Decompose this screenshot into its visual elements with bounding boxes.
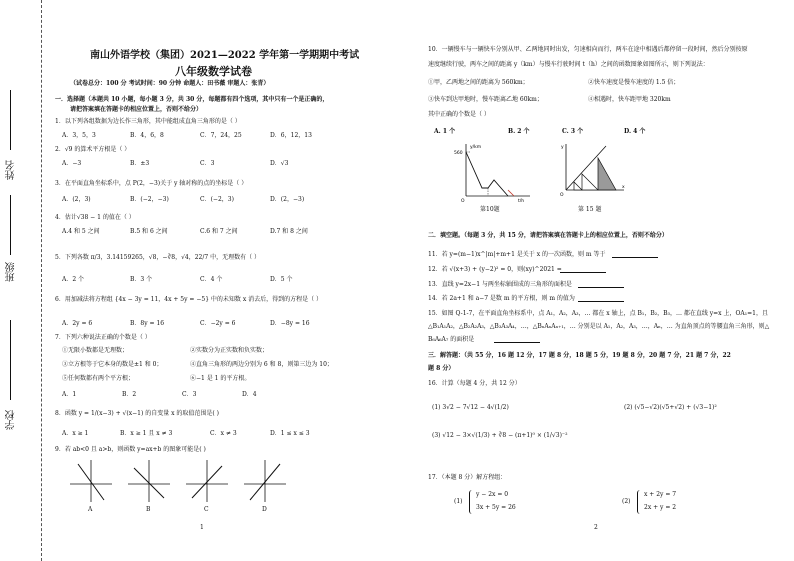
q10-option-b: B. 2 个 (508, 128, 530, 135)
q6-option-b: B．8y = 16 (130, 320, 165, 327)
q10-figure-560: 560 (454, 151, 463, 156)
q6-option-c: C．−2y = 6 (200, 320, 236, 327)
q10-item-3: ③快车到达甲地时，慢车距离乙地 60km； (428, 96, 543, 103)
q3-stem: 3．在平面直角坐标系中，点 P(2，−3)关于 y 轴对称的点的坐标是（ ） (55, 180, 248, 187)
q4-option-d: D.7 和 8 之间 (270, 228, 308, 235)
q3-option-c: C．(−2，3) (200, 196, 234, 203)
q17-part-1-eq2: 3x + 5y = 26 (476, 504, 516, 511)
q8-option-b: B．x ≥ 1 且 x ≠ 3 (120, 430, 173, 437)
q3-option-b: B．(−2，−3) (130, 196, 169, 203)
q9-stem: 9．若 ab<0 且 a>b，则函数 y=ax+b 的图象可能是( ) (55, 446, 206, 453)
q10-figure (454, 140, 534, 202)
q15-figure-x: x (622, 185, 625, 190)
q10-figure-ylabel: y/km (470, 145, 482, 150)
q7-item-3: ③立方根等于它本身的数是±1 和 0； (62, 361, 163, 368)
q9-label-d: D (262, 506, 267, 513)
margin-school-label: 学校 (6, 410, 17, 430)
exam-info: （试卷总分：100 分 考试时间：90 分钟 命题人：田书薇 审题人：张青） (70, 80, 270, 87)
q1-stem: 1．以下列各组数据为边长作三角形，其中能组成直角三角形的是（ ） (55, 118, 241, 125)
q9-label-c: C (204, 506, 209, 513)
q2-option-c: C．3 (200, 160, 215, 167)
q15-line-1: 15．如图 Q-1-7，在平面直角坐标系中，点 A₁，A₂，A₃，… 都在 x 轴上，点 B₁，B₂，B₃，… 都在直线 y=x 上，OA₁=1，且 (428, 310, 768, 317)
q1-option-c: C．7，24，25 (200, 132, 242, 139)
q11-answer-blank[interactable] (612, 257, 658, 258)
q10-line-1: 10．一辆慢车与一辆快车分别从甲、乙两地同时出发，匀速相向而行，两车在途中相遇后都停留一段时间，然后分别按原 (428, 46, 748, 53)
q15-answer-blank[interactable] (494, 342, 540, 343)
q17-part-2-eq2: 2x + y = 2 (644, 504, 677, 511)
exam-title: 南山外语学校（集团）2021—2022 学年第一学期期中考试 (90, 50, 360, 61)
q7-option-b: B．2 (122, 391, 137, 398)
q1-option-d: D．6，12，13 (270, 132, 312, 139)
q8-stem: 8．函数 y = 1/(x−3) + √(x−1) 的自变量 x 的取值范围是( ) (55, 410, 219, 417)
section3-title-2: 题 8 分） (428, 365, 455, 372)
q7-stem: 7．下列六种说法正确的个数是（ ） (55, 334, 151, 341)
q5-option-c: C．4 个 (200, 276, 223, 283)
q13-answer-blank[interactable] (578, 287, 624, 288)
q12-answer-blank[interactable] (560, 272, 606, 273)
q1-option-b: B．4，6，8 (130, 132, 164, 139)
q17-part-2-label: (2) (622, 498, 631, 505)
exam-subtitle: 八年级数学试卷 (175, 65, 252, 78)
q14-text: 14．若 2a+1 和 a−7 是数 m 的平方根，则 m 的值为 (428, 295, 575, 302)
q5-option-a: A．2 个 (62, 276, 85, 283)
q10-item-4: ④相遇时，快车距甲地 320km (588, 96, 671, 103)
margin-school-blank (10, 320, 11, 400)
q15-line-2: △B₁A₁A₂，△B₂A₂A₃，△B₃A₃A₄，…，△BₙAₙAₙ₊₁，… 分别是以 A₁，A₂，A₃，…，Aₙ，… 为直角顶点的等腰直角三角形，则△ (428, 323, 770, 330)
q4-option-c: C.6 和 7 之间 (200, 228, 238, 235)
q6-option-a: A．2y = 6 (62, 320, 93, 327)
q3-option-d: D．(2，−3) (270, 196, 305, 203)
q6-stem: 6．用加减法将方程组 {4x − 3y = 11，4x + 5y = −5} 中的未知数 x 消去后，得到的方程是（ ） (55, 296, 323, 303)
q17-part-1-eq1: y − 2x = 0 (476, 491, 509, 498)
q7-item-6: ⑥−1 是 1 的平方根。 (190, 375, 251, 382)
margin-name-label: 姓名 (6, 160, 17, 180)
q10-item-1: ①甲，乙两地之间的距离为 560km； (428, 79, 529, 86)
q15-figure (558, 140, 628, 202)
q7-option-c: C．3 (182, 391, 197, 398)
q4-option-b: B.5 和 6 之间 (130, 228, 168, 235)
q8-option-c: C．x ≠ 3 (210, 430, 237, 437)
q15-line-3: B₆A₆A₇ 的面积是 (428, 336, 475, 343)
q2-stem: 2．√9 的算术平方根是（ ） (55, 146, 131, 153)
q17-stem: 17．（本题 8 分）解方程组： (428, 474, 507, 481)
q4-stem: 4．估计√38 − 1 的值在（ ） (55, 214, 135, 221)
q9-label-b: B (146, 506, 151, 513)
q7-item-5: ⑤任何数都有两个平方根； (62, 375, 135, 382)
q17-part-2-brace (637, 490, 642, 514)
q10-figure-caption: 第10题 (480, 206, 500, 213)
section1-note: 请把答案填在答题卡的相应位置上，否则不给分） (70, 106, 203, 113)
q7-item-1: ①无限小数都是无理数； (62, 347, 129, 354)
q16-part-1: (1) 3√2 − 7√12 − 4√(1/2) (432, 404, 509, 411)
q16-part-2: (2) (√5−√2)(√5+√2) + (√3−1)² (624, 404, 717, 411)
q13-text: 13．直线 y=2x−1 与两坐标轴围成的三角形的面积是 (428, 281, 572, 288)
q10-figure-origin: O (461, 199, 465, 202)
q15-figure-caption: 第 15 题 (578, 206, 602, 213)
q10-option-c: C. 3 个 (562, 128, 584, 135)
q17-part-1-brace (469, 490, 474, 514)
q10-line-2: 速度继续行驶，两车之间的距离 y（km）与慢车行驶时间 t（h）之间的函数图象如图所示，则下列说法： (428, 61, 709, 68)
q15-figure-origin: O (560, 193, 564, 198)
binding-line (41, 0, 42, 561)
q16-part-3: (3) √12 − 3×√(1/3) + ∛8 − (π+1)⁰ × (1/√3)⁻² (432, 432, 568, 439)
q17-part-2-eq1: x + 2y = 7 (644, 491, 677, 498)
section3-title: 三．解答题：（共 55 分，16 题 12 分，17 题 8 分，18 题 5 分，19 题 8 分，20 题 7 分，21 题 7 分，22 (428, 352, 731, 359)
q10-figure-tlabel: t/h (518, 199, 525, 202)
q8-option-d: D．1 ≤ x ≤ 3 (270, 430, 310, 437)
q5-option-b: B．3 个 (130, 276, 153, 283)
section2-title: 二．填空题。（每题 3 分，共 15 分，请把答案填在答题卡上的相应位置上，否则不给分） (428, 232, 668, 239)
q16-stem: 16．计算（每题 4 分，共 12 分） (428, 380, 521, 387)
page-number-left: 1 (200, 524, 204, 531)
q2-option-b: B．±3 (130, 160, 150, 167)
margin-name-blank (10, 90, 11, 150)
q3-option-a: A．(2，3) (62, 196, 91, 203)
q1-option-a: A．3，5，3 (62, 132, 96, 139)
q8-option-a: A．x ≥ 1 (62, 430, 89, 437)
q7-item-2: ②实数分为正实数和负实数； (190, 347, 269, 354)
q9-label-a: A (88, 506, 93, 513)
q7-option-a: A．1 (62, 391, 77, 398)
q14-answer-blank[interactable] (578, 301, 624, 302)
q5-option-d: D．5 个 (270, 276, 293, 283)
q2-option-d: D．√3 (270, 160, 289, 167)
q7-item-4: ④直角三角形的两边分别为 6 和 8，则第三边为 10； (190, 361, 333, 368)
q2-option-a: A．−3 (62, 160, 82, 167)
q10-item-2: ②快车速度是慢车速度的 1.5 倍； (588, 79, 680, 86)
q10-after: 其中正确的个数是（ ） (428, 111, 490, 118)
q7-option-d: D．4 (242, 391, 257, 398)
q6-option-d: D．−8y = 16 (270, 320, 310, 327)
q4-option-a: A.4 和 5 之间 (62, 228, 100, 235)
section1-title: 一．选择题（本题共 10 小题，每小题 3 分，共 30 分，每题都有四个选项，其中只有一个是正确的， (55, 96, 329, 103)
q12-text: 12．若 √(x+3) + (y−2)² = 0，则(xy)^2021 = (428, 266, 562, 273)
q11-text: 11．若 y=(m−1)x^|m|+m+1 是关于 x 的一次函数，则 m 等于 (428, 251, 606, 258)
q10-option-a: A. 1 个 (434, 128, 456, 135)
q15-figure-y: y (561, 145, 564, 150)
page-number-right: 2 (594, 524, 598, 531)
q5-stem: 5．下列各数 π/3，3.14159265，√8，−∛8，√4，22/7 中，无理数有（ ） (55, 254, 261, 261)
q9-graphs (70, 458, 310, 510)
margin-class-label: 班级 (6, 262, 17, 282)
q17-part-1-label: (1) (454, 498, 463, 505)
q10-option-d: D. 4 个 (624, 128, 646, 135)
margin-class-blank (10, 195, 11, 255)
